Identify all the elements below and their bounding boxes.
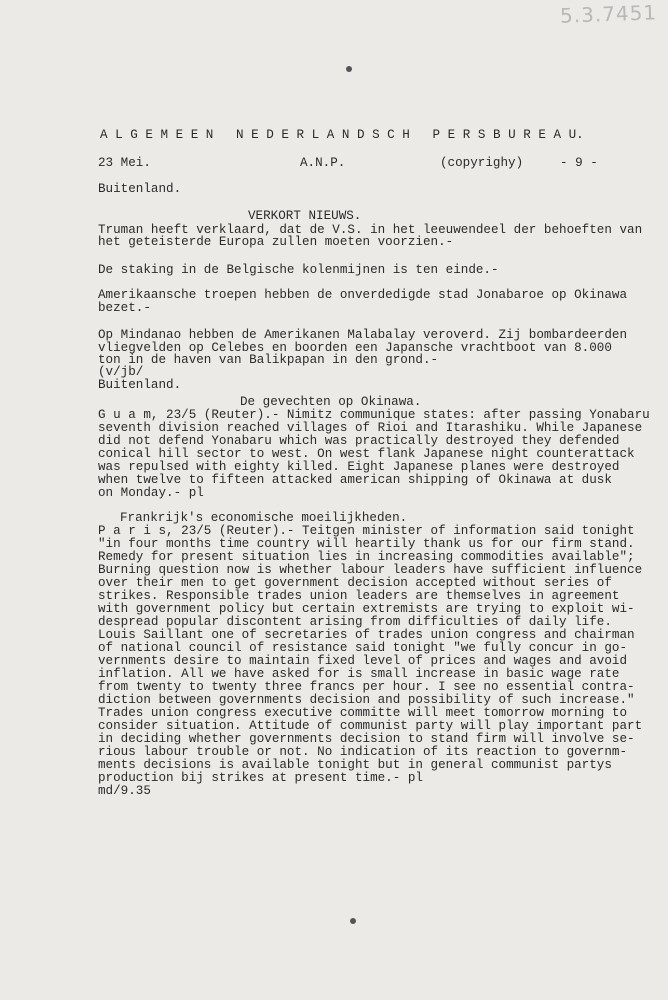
news-line: on Monday.- pl xyxy=(98,486,204,500)
footer-code: md/9.35 xyxy=(98,784,151,798)
news-line: Burning question now is whether labour leaders have sufficient influence xyxy=(98,563,643,577)
news-line: "in four months time country will heartily thank us for our firm stand. xyxy=(98,537,635,551)
news-line: in deciding whether governments decision to stand firm will involve se- xyxy=(98,732,635,746)
agency-header: A L G E M E E N N E D E R L A N D S C H P E R S B U R E A U. xyxy=(100,128,584,142)
news-line: rious labour trouble or not. No indication of its reaction to governm- xyxy=(98,745,628,759)
copyright-note: (copyrighy) xyxy=(440,156,524,170)
news-line: over their men to get government decision accepted without series of xyxy=(98,576,612,590)
news-line: het geteisterde Europa zullen moeten voorzien.- xyxy=(98,235,454,249)
news-line: De staking in de Belgische kolenmijnen is ten einde.- xyxy=(98,263,499,277)
news-line: was repulsed with eighty killed. Eight Japanese planes were destroyed xyxy=(98,460,620,474)
section-heading: Frankrijk's economische moeilijkheden. xyxy=(120,511,408,525)
date: 23 Mei. xyxy=(98,156,151,170)
news-line: vliegvelden op Celebes en boorden een Japansche vrachtboot van 8.000 xyxy=(98,341,612,355)
news-line: Trades union congress executive committe will meet tomorrow morning to xyxy=(98,706,628,720)
news-line: did not defend Yonabaru which was practically destroyed they defended xyxy=(98,434,620,448)
news-line: ton in de haven van Balikpapan in den grond.- xyxy=(98,353,439,367)
news-line: G u a m, 23/5 (Reuter).- Nimitz communique states: after passing Yonabaru xyxy=(98,408,650,422)
news-line: conical hill sector to west. On west flank Japanese night counterattack xyxy=(98,447,635,461)
news-line: diction between governments decision and possibility of such increase." xyxy=(98,693,635,707)
section-heading: VERKORT NIEUWS. xyxy=(248,209,362,223)
news-line: with government policy but certain extremists are trying to exploit wi- xyxy=(98,602,635,616)
agency-code: A.N.P. xyxy=(300,156,346,170)
punch-hole xyxy=(350,918,356,924)
news-line: vernments desire to maintain fixed level of prices and wages and avoid xyxy=(98,654,628,668)
news-line: Op Mindanao hebben de Amerikanen Malabalay veroverd. Zij bombardeerden xyxy=(98,328,628,342)
news-line: inflation. All we have asked for is small increase in basic wage rate xyxy=(98,667,620,681)
section-label: Buitenland. xyxy=(98,378,182,392)
news-line: Truman heeft verklaard, dat de V.S. in het leeuwendeel der behoeften van xyxy=(98,223,643,237)
signature: (v/jb/ xyxy=(98,365,144,379)
page-number: - 9 - xyxy=(560,156,598,170)
news-line: Louis Saillant one of secretaries of trades union congress and chairman xyxy=(98,628,635,642)
news-line: bezet.- xyxy=(98,301,151,315)
news-line: of national council of resistance said tonight "we fully concur in go- xyxy=(98,641,628,655)
news-line: when twelve to fifteen attacked american shipping of Okinawa at dusk xyxy=(98,473,612,487)
news-line: strikes. Responsible trades union leaders are themselves in agreement xyxy=(98,589,620,603)
news-line: consider situation. Attitude of communist party will play important part xyxy=(98,719,643,733)
section-heading: De gevechten op Okinawa. xyxy=(240,395,422,409)
news-line: ments decisions is available tonight but in general communist partys xyxy=(98,758,612,772)
section-label: Buitenland. xyxy=(98,182,182,196)
punch-hole xyxy=(346,66,352,72)
news-line: from twenty to twenty three francs per hour. I see no essential contra- xyxy=(98,680,635,694)
news-line: P a r i s, 23/5 (Reuter).- Teitgen minister of information said tonight xyxy=(98,524,635,538)
news-line: seventh division reached villages of Rioi and Itarashiku. While Japanese xyxy=(98,421,643,435)
news-line: Remedy for present situation lies in increasing commodities available"; xyxy=(98,550,635,564)
news-line: despread popular discontent arising from difficulties of daily life. xyxy=(98,615,612,629)
archive-number: 5.3.7451 xyxy=(559,0,658,28)
news-line: Amerikaansche troepen hebben de onverdedigde stad Jonabaroe op Okinawa xyxy=(98,288,628,302)
news-line: production bij strikes at present time.- pl xyxy=(98,771,423,785)
